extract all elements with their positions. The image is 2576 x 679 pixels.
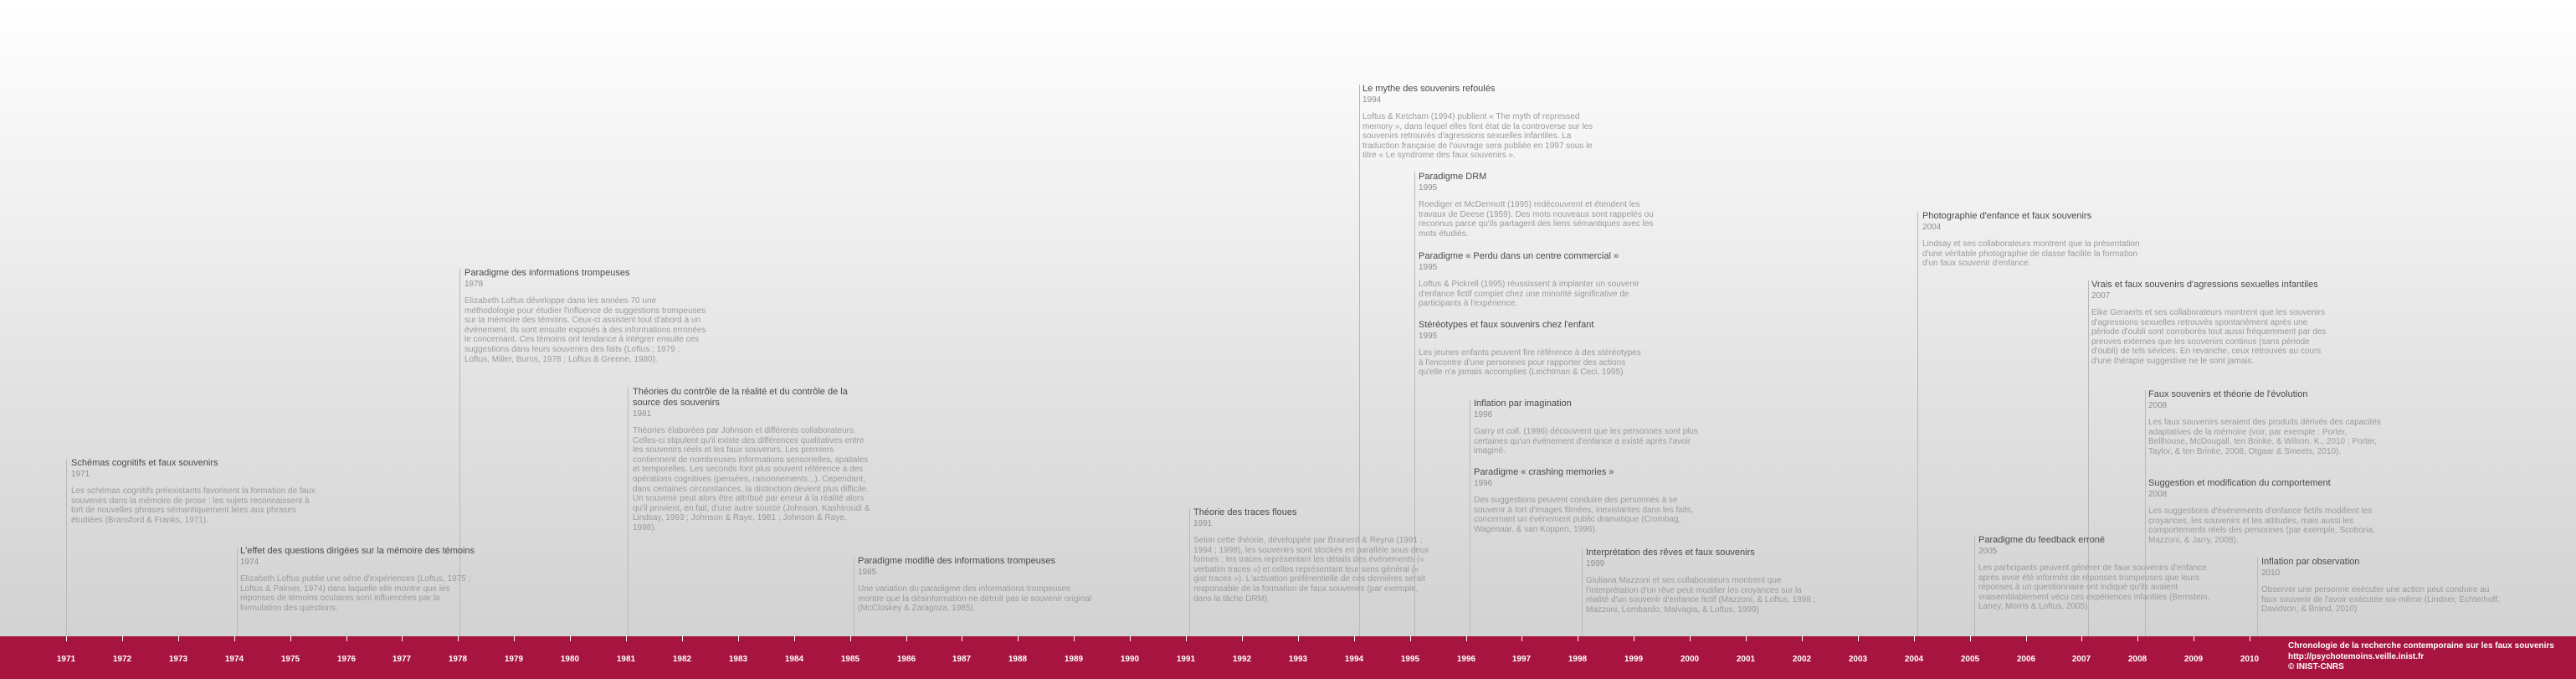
credits-url: http://psychotemoins.veille.inist.fr <box>2288 651 2425 661</box>
year-tick <box>1802 636 1803 641</box>
year-label: 1988 <box>1008 655 1028 664</box>
year-label: 1973 <box>168 655 188 664</box>
event-title: Théories du contrôle de la réalité et du contrôle de la source des souvenirs <box>633 387 848 408</box>
event-year: 2008 <box>2148 490 2168 499</box>
timeline-event <box>240 546 491 613</box>
year-label: 1991 <box>1176 655 1196 664</box>
year-tick <box>626 636 627 641</box>
event-description: Roediger et McDermott (1995) redécouvrent et étendent les travaux de Deese (1959). Des mots nouveaux sont rappelés ou reconnus parce qu'ils partagent des liens sémantiques avec les mots étudiés. <box>1419 200 1654 239</box>
event-title: Inflation par observation <box>2261 557 2360 567</box>
timeline-event <box>71 458 322 525</box>
year-tick <box>2081 636 2082 641</box>
event-title: Photographie d'enfance et faux souvenirs <box>1922 211 2092 221</box>
event-title: Théorie des traces floues <box>1193 507 1297 517</box>
credits-copyright: © INIST-CNRS <box>2288 662 2344 671</box>
year-label: 2002 <box>1792 655 1812 664</box>
event-title: Paradigme modifié des informations trompeuses <box>858 556 1056 566</box>
event-year: 2008 <box>2148 401 2168 410</box>
timeline-event <box>1586 548 1837 615</box>
event-description: Les faux souvenirs seraient des produits dérivés des capacités adaptatives de la mémoire (voir, par exemple : Porter, Bellhouse, McDougall, ten Brinke, & Wilson, K., 2010 ; Porter, Taylor, & ten Brinke, 2008, Otgaar & Smeets, 2010). <box>2148 418 2381 456</box>
event-year: 1981 <box>633 409 652 419</box>
year-tick <box>1298 636 1299 641</box>
event-description: Giuliana Mazzoni et ses collaborateurs montrent que l'interprétation d'un rêve peut modifier les croyances sur la réalité d'un souvenir d'enfance fictif (Mazzoni, & Loftus, 1998 ; Mazzoni, Lombardo, Malvagia, & Loftus, 1999) <box>1586 576 1816 615</box>
event-title: Faux souvenirs et théorie de l'évolution <box>2148 389 2308 399</box>
year-label: 2010 <box>2240 655 2260 664</box>
event-description: Loftus & Pickrell (1995) réussissent à implanter un souvenir d'enfance fictif complet chez une minorité significative de participants à l'expérience. <box>1419 280 1640 309</box>
event-stem <box>1582 548 1583 636</box>
timeline-event <box>1419 172 1661 239</box>
year-label: 2008 <box>2127 655 2148 664</box>
year-label: 1999 <box>1624 655 1644 664</box>
year-label: 1992 <box>1232 655 1252 664</box>
year-label: 1994 <box>1344 655 1364 664</box>
year-tick <box>570 636 571 641</box>
event-title: Paradigme « crashing memories » <box>1474 467 1614 477</box>
year-label: 1993 <box>1288 655 1308 664</box>
year-label: 1989 <box>1064 655 1084 664</box>
event-title: Paradigme « Perdu dans un centre commercial » <box>1419 251 1619 261</box>
year-label: 1997 <box>1511 655 1532 664</box>
year-tick <box>514 636 515 641</box>
year-label: 2005 <box>1960 655 1980 664</box>
timeline-event <box>2261 557 2504 615</box>
year-label: 1983 <box>728 655 748 664</box>
year-tick <box>1074 636 1075 641</box>
year-label: 1982 <box>672 655 692 664</box>
event-year: 1985 <box>858 568 877 577</box>
event-description: Elizabeth Loftus développe dans les années 70 une méthodologie pour étudier l'influence de suggestions trompeuses sur la mémoire des témoins. Ceux-ci assistent tout d'abord à un événement. Ils sont ensuite exposés à des informations erronées le concernant. Ces témoins ont tendance à intégrer ensuite ces suggestions dans leurs souvenirs des faits (Loftus ; 1979 ; Loftus, Miller, Burns, 1978 ; Loftus & Greene, 1980). <box>464 296 706 364</box>
event-title: Stéréotypes et faux souvenirs chez l'enfant <box>1419 320 1594 330</box>
year-tick <box>1354 636 1355 641</box>
event-year: 1974 <box>240 558 259 567</box>
credits-title: Chronologie de la recherche contemporaine sur les faux souvenirs <box>2288 641 2554 651</box>
year-tick <box>290 636 291 641</box>
year-label: 1990 <box>1120 655 1140 664</box>
event-title: Interprétation des rêves et faux souvenirs <box>1586 548 1755 558</box>
year-tick <box>1466 636 1467 641</box>
year-label: 1979 <box>504 655 524 664</box>
year-tick <box>458 636 459 641</box>
year-tick <box>1746 636 1747 641</box>
event-year: 2007 <box>2091 291 2111 301</box>
event-year: 2010 <box>2261 568 2281 578</box>
event-description: Les schémas cognitifs préexistants favorisent la formation de faux souvenirs dans la mémoire de prose : les sujets reconnaissent à tort de nouvelles phrases sémantiquement liées aux phrases étudiées (Bransford & Franks, 1971). <box>71 486 316 525</box>
event-stem <box>66 460 67 636</box>
year-tick <box>682 636 683 641</box>
timeline-event <box>1922 211 2165 269</box>
year-tick <box>1970 636 1971 641</box>
year-tick <box>1690 636 1691 641</box>
event-stem <box>1917 212 1918 636</box>
year-tick <box>906 636 907 641</box>
event-title: Le mythe des souvenirs refoulés <box>1362 84 1496 94</box>
event-stem <box>237 547 238 636</box>
year-label: 2003 <box>1848 655 1868 664</box>
year-label: 1980 <box>560 655 580 664</box>
year-tick <box>738 636 739 641</box>
event-year: 1978 <box>464 280 484 289</box>
event-title: Paradigme DRM <box>1419 172 1487 182</box>
event-year: 1995 <box>1419 263 1438 272</box>
credits-block <box>2288 641 2554 673</box>
year-label: 1974 <box>224 655 244 664</box>
event-stem <box>1189 508 1190 636</box>
event-title: L'effet des questions dirigées sur la mémoire des témoins <box>240 546 475 556</box>
year-tick <box>794 636 795 641</box>
event-year: 1996 <box>1474 410 1493 419</box>
year-tick <box>2137 636 2138 641</box>
year-label: 2009 <box>2183 655 2204 664</box>
event-description: Des suggestions peuvent conduire des personnes à se souvenir à tort d'images filmées, inexistantes dans les faits, concernant un événement public dramatique (Crombag, Wagenaar, & van Koppen, 1996). <box>1474 496 1694 534</box>
year-label: 1978 <box>448 655 468 664</box>
year-label: 1972 <box>112 655 132 664</box>
event-year: 1995 <box>1419 183 1438 193</box>
year-label: 1975 <box>280 655 300 664</box>
event-title: Schémas cognitifs et faux souvenirs <box>71 458 218 468</box>
timeline-event <box>1474 399 1716 456</box>
event-title: Suggestion et modification du comportement <box>2148 478 2331 488</box>
year-tick <box>1914 636 1915 641</box>
year-tick <box>1186 636 1187 641</box>
year-label: 1986 <box>896 655 916 664</box>
event-description: Lindsay et ses collaborateurs montrent que la présentation d'une véritable photographie de classe facilite la formation d'un faux souvenir d'enfance. <box>1922 239 2140 269</box>
timeline-event <box>1419 320 1661 378</box>
event-year: 1995 <box>1419 332 1438 341</box>
event-year: 1971 <box>71 470 90 479</box>
event-description: Selon cette théorie, développée par Brainerd & Reyna (1991 ; 1994 ; 1998), les souvenirs sont stockés en parallèle sous deux formes : les traces représentant les détails des événements (« verbatim traces ») et celles représentant leur sens général (« gist traces »). L'activation préférentielle de ces dernières serait responsable de la formation de faux souvenirs (par exemple, dans la tâche DRM). <box>1193 536 1429 604</box>
event-title: Inflation par imagination <box>1474 399 1572 409</box>
year-label: 1984 <box>784 655 804 664</box>
timeline-event <box>2091 280 2334 367</box>
year-label: 2001 <box>1736 655 1756 664</box>
year-label: 1995 <box>1400 655 1420 664</box>
year-label: 2000 <box>1680 655 1700 664</box>
year-tick <box>234 636 235 641</box>
year-label: 2004 <box>1904 655 1924 664</box>
year-tick <box>1410 636 1411 641</box>
year-label: 1971 <box>56 655 76 664</box>
timeline-event <box>1978 535 2230 612</box>
timeline-event <box>633 387 870 533</box>
event-description: Loftus & Ketcham (1994) publient « The myth of repressed memory », dans lequel elles font état de la controverse sur les souvenirs retrouvés d'agressions sexuelles infantiles. La traduction française de l'ouvrage sera publiée en 1997 sous le titre « Le syndrome des faux souvenirs ». <box>1362 112 1593 161</box>
year-label: 1998 <box>1568 655 1588 664</box>
year-label: 1987 <box>952 655 972 664</box>
timeline-event <box>2148 389 2391 456</box>
year-label: 1976 <box>336 655 357 664</box>
event-description: Les jeunes enfants peuvent fire référence à des stéréotypes à l'encontre d'une personnes pour rapporter des actions qu'elle n'a jamais accomplies (Leichtman & Ceci, 1995) <box>1419 348 1641 378</box>
year-tick <box>1858 636 1859 641</box>
timeline-event <box>1362 84 1614 161</box>
event-stem <box>2257 558 2258 636</box>
event-year: 1994 <box>1362 95 1382 105</box>
timeline-event <box>2148 478 2391 545</box>
year-tick <box>2026 636 2027 641</box>
event-title: Paradigme des informations trompeuses <box>464 268 630 278</box>
year-tick <box>178 636 179 641</box>
timeline-event <box>858 556 1109 614</box>
event-description: Garry et coll. (1996) découvrent que les personnes sont plus certaines qu'un événement d'enfance a existé après l'avoir imaginé. <box>1474 427 1698 456</box>
year-label: 2006 <box>2016 655 2036 664</box>
year-label: 2007 <box>2071 655 2091 664</box>
event-description: Elke Geraerts et ses collaborateurs montrent que les souvenirs d'agressions sexuelles retrouvés spontanément après une période d'oubli sont corroborés tout aussi fréquemment par des preuves externes que les souvenirs continus (sans période d'oubli) de tels sévices. En revanche, ceux retrouvés au cours d'une thérapie suggestive ne le sont jamais. <box>2091 308 2327 366</box>
event-description: Les suggestions d'événements d'enfance fictifs modifient les croyances, les souvenirs et les attitudes, mais aussi les comportements réels des personnes (par exemple, Scoboria, Mazzoni, & Jarry, 2008). <box>2148 507 2375 545</box>
event-year: 1996 <box>1474 479 1493 488</box>
event-year: 2004 <box>1922 223 1942 232</box>
year-tick <box>850 636 851 641</box>
event-year: 2005 <box>1978 547 1998 556</box>
year-tick <box>402 636 403 641</box>
timeline-event <box>1474 467 1716 534</box>
event-year: 1999 <box>1586 559 1605 568</box>
event-description: Observer une personne exécuter une action peut conduire au faux souvenir de l'avoir exécutée soi-même (Lindner, Echterhoff, Davidson, & Brand, 2010) <box>2261 585 2500 615</box>
year-tick <box>1018 636 1019 641</box>
year-tick <box>1130 636 1131 641</box>
timeline-event <box>1193 507 1445 604</box>
event-description: Théories élaborées par Johnson et différents collaborateurs. Celles-ci stipulent qu'il existe des différences qualitatives entre les souvenirs réels et les faux souvenirs. Les premiers contiennent de nombreuses informations sensorielles, spatiales et temporelles. Les seconds font plus souvent référence à des opérations cognitives (pensées, raisonnements...). Cependant, dans certaines circonstances, la distinction devient plus difficile. Un souvenir peut alors être attribué par erreur à la réalité alors qu'il provient, en fait, d'une autre source (Johnson, Kashtroudi & Lindsay, 1993 ; Johnson & Raye, 1981 ; Johnson & Raye, 1998). <box>633 426 870 532</box>
event-stem <box>628 388 629 636</box>
event-description: Elizabeth Loftus publie une série d'expériences (Loftus, 1975 ; Loftus & Palmer, 1974) dans laquelle elle montre que les réponses de témoins oculaires sont influencées par la formulation des questions. <box>240 574 471 613</box>
event-title: Vrais et faux souvenirs d'agressions sexuelles infantiles <box>2091 280 2318 290</box>
timeline-axis <box>0 636 2576 679</box>
event-description: Une variation du paradigme des informations trompeuses montre que la désinformation ne détruit pas le souvenir original (McCloskey & Zaragoza, 1985). <box>858 584 1092 614</box>
timeline-event <box>1419 251 1661 309</box>
year-tick <box>346 636 347 641</box>
event-year: 1991 <box>1193 519 1213 528</box>
year-tick <box>1242 636 1243 641</box>
timeline-event <box>464 268 716 364</box>
year-tick <box>66 636 67 641</box>
year-label: 1985 <box>840 655 860 664</box>
year-tick <box>1521 636 1522 641</box>
event-description: Les participants peuvent générer de faux souvenirs d'enfance après avoir été informés de réponses trompeuses que leurs réponses à un questionnaire ont indiqué qu'ils avaient vraisemblablement vécu ces expériences infantiles (Bernstein, Laney, Morris & Loftus, 2005) <box>1978 563 2210 612</box>
event-title: Paradigme du feedback erroné <box>1978 535 2106 545</box>
year-tick <box>122 636 123 641</box>
year-label: 1996 <box>1456 655 1476 664</box>
year-label: 1981 <box>616 655 636 664</box>
year-label: 1977 <box>392 655 412 664</box>
event-stem <box>1974 536 1975 636</box>
